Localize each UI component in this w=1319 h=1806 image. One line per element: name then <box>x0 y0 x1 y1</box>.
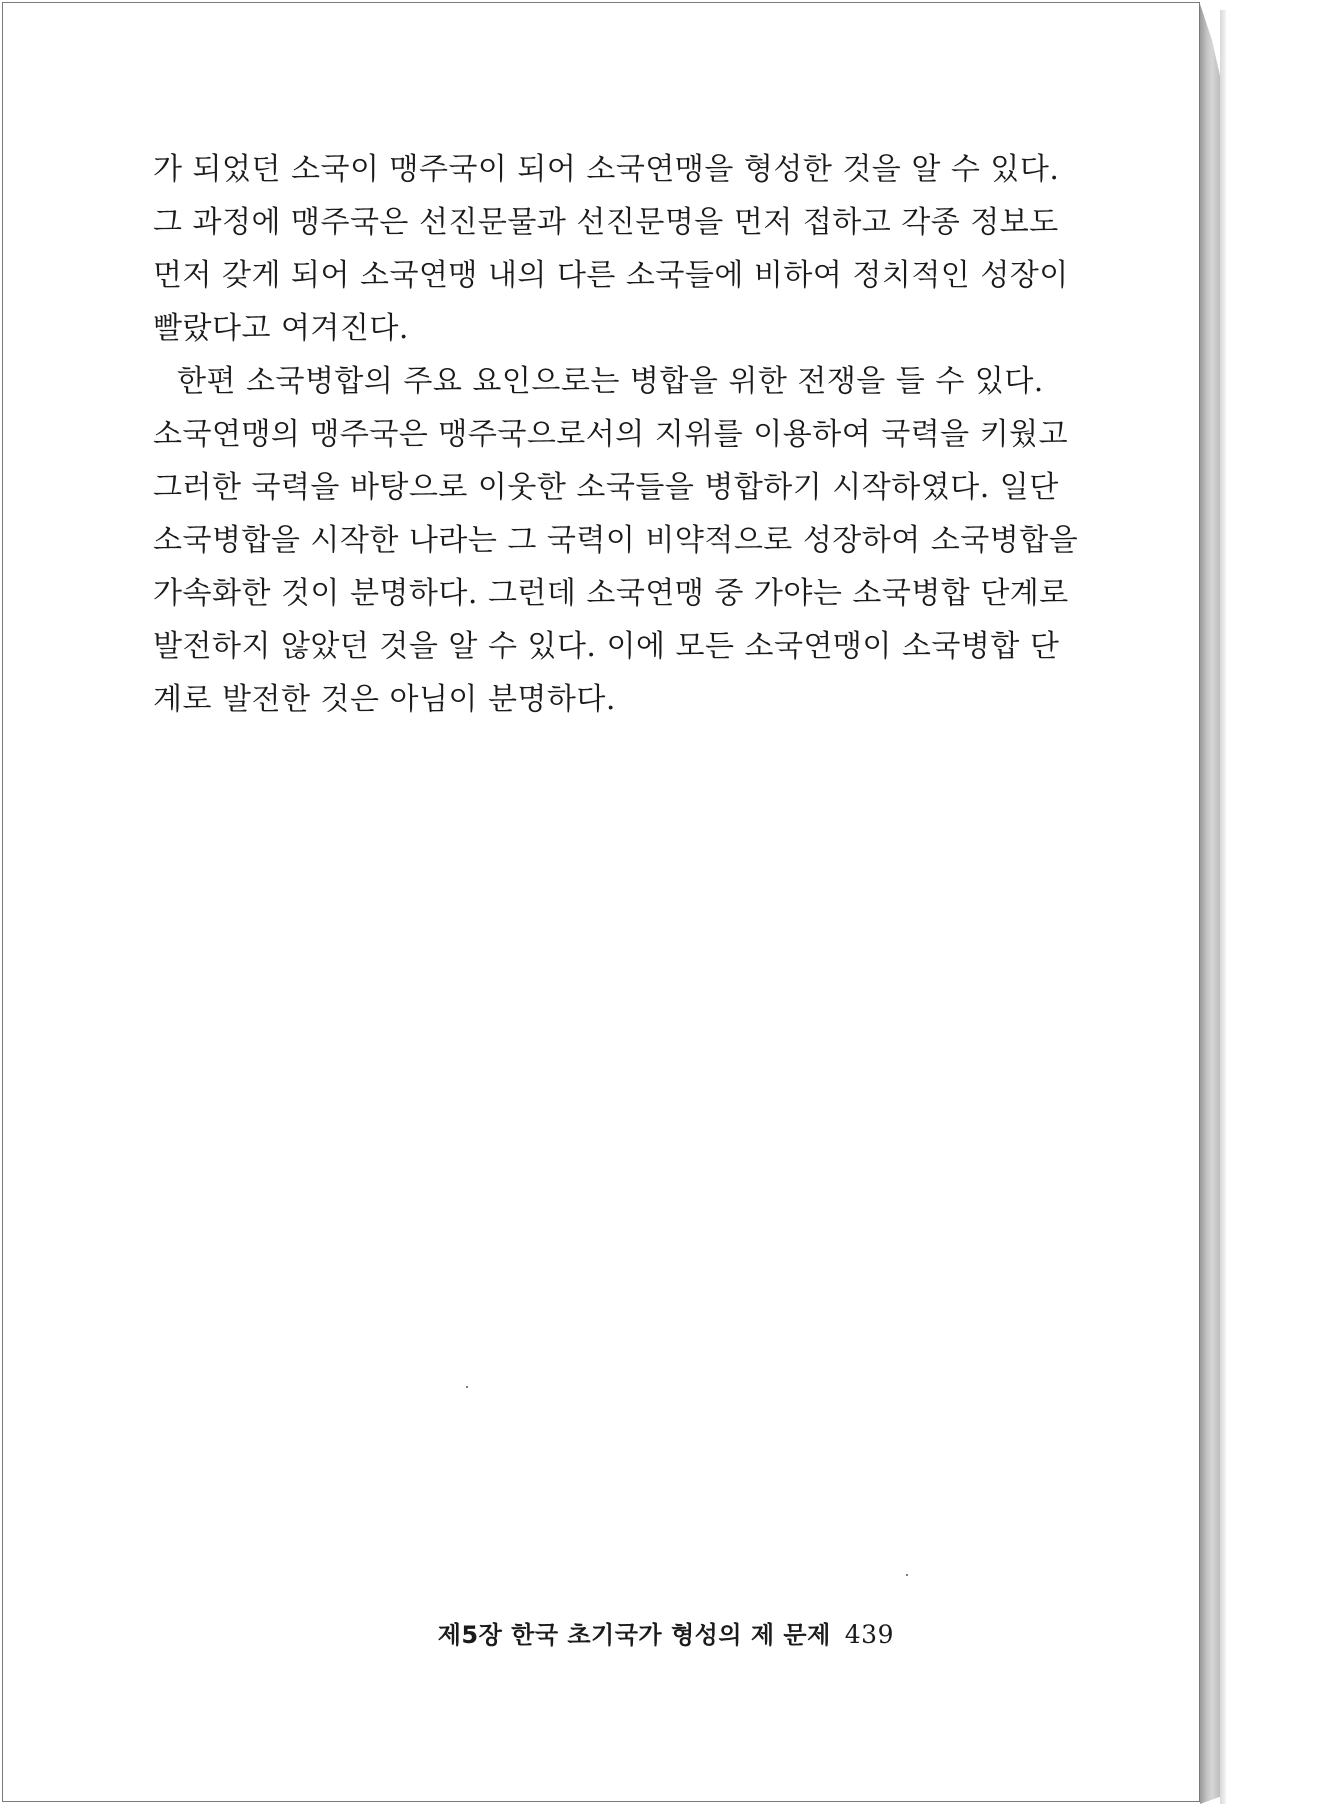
text-line: 가 되었던 소국이 맹주국이 되어 소국연맹을 형성한 것을 알 수 있다. <box>153 152 1060 187</box>
text-line: 먼저 갖게 되어 소국연맹 내의 다른 소국들에 비하여 정치적인 성장이 <box>153 258 1069 293</box>
chapter-title: 제5장 한국 초기국가 형성의 제 문제 <box>437 1621 831 1649</box>
page-stack-edge <box>1200 4 1220 1804</box>
scan-speck <box>906 1574 908 1576</box>
text-line: 소국병합을 시작한 나라는 그 국력이 비약적으로 성장하여 소국병합을 <box>153 523 1079 558</box>
text-line: 그 과정에 맹주국은 선진문물과 선진문명을 먼저 접하고 각종 정보도 <box>153 205 1059 240</box>
page-number: 439 <box>844 1620 894 1649</box>
page-shadow <box>1220 10 1226 1804</box>
text-line: 발전하지 않았던 것을 알 수 있다. 이에 모든 소국연맹이 소국병합 단 <box>153 629 1060 664</box>
book-page <box>2 2 1200 1802</box>
text-line: 계로 발전한 것은 아님이 분명하다. <box>153 682 616 717</box>
text-line: 빨랐다고 여겨진다. <box>153 311 409 346</box>
scan-speck <box>466 1386 468 1388</box>
text-line: 그러한 국력을 바탕으로 이웃한 소국들을 병합하기 시작하였다. 일단 <box>153 470 1059 505</box>
page-body-text <box>153 143 1079 726</box>
text-line: 가속화한 것이 분명하다. 그런데 소국연맹 중 가야는 소국병합 단계로 <box>153 576 1069 611</box>
text-line: 한편 소국병합의 주요 요인으로는 병합을 위한 전쟁을 들 수 있다. <box>177 364 1044 399</box>
running-footer <box>438 1615 894 1650</box>
text-line: 소국연맹의 맹주국은 맹주국으로서의 지위를 이용하여 국력을 키웠고 <box>153 417 1069 452</box>
